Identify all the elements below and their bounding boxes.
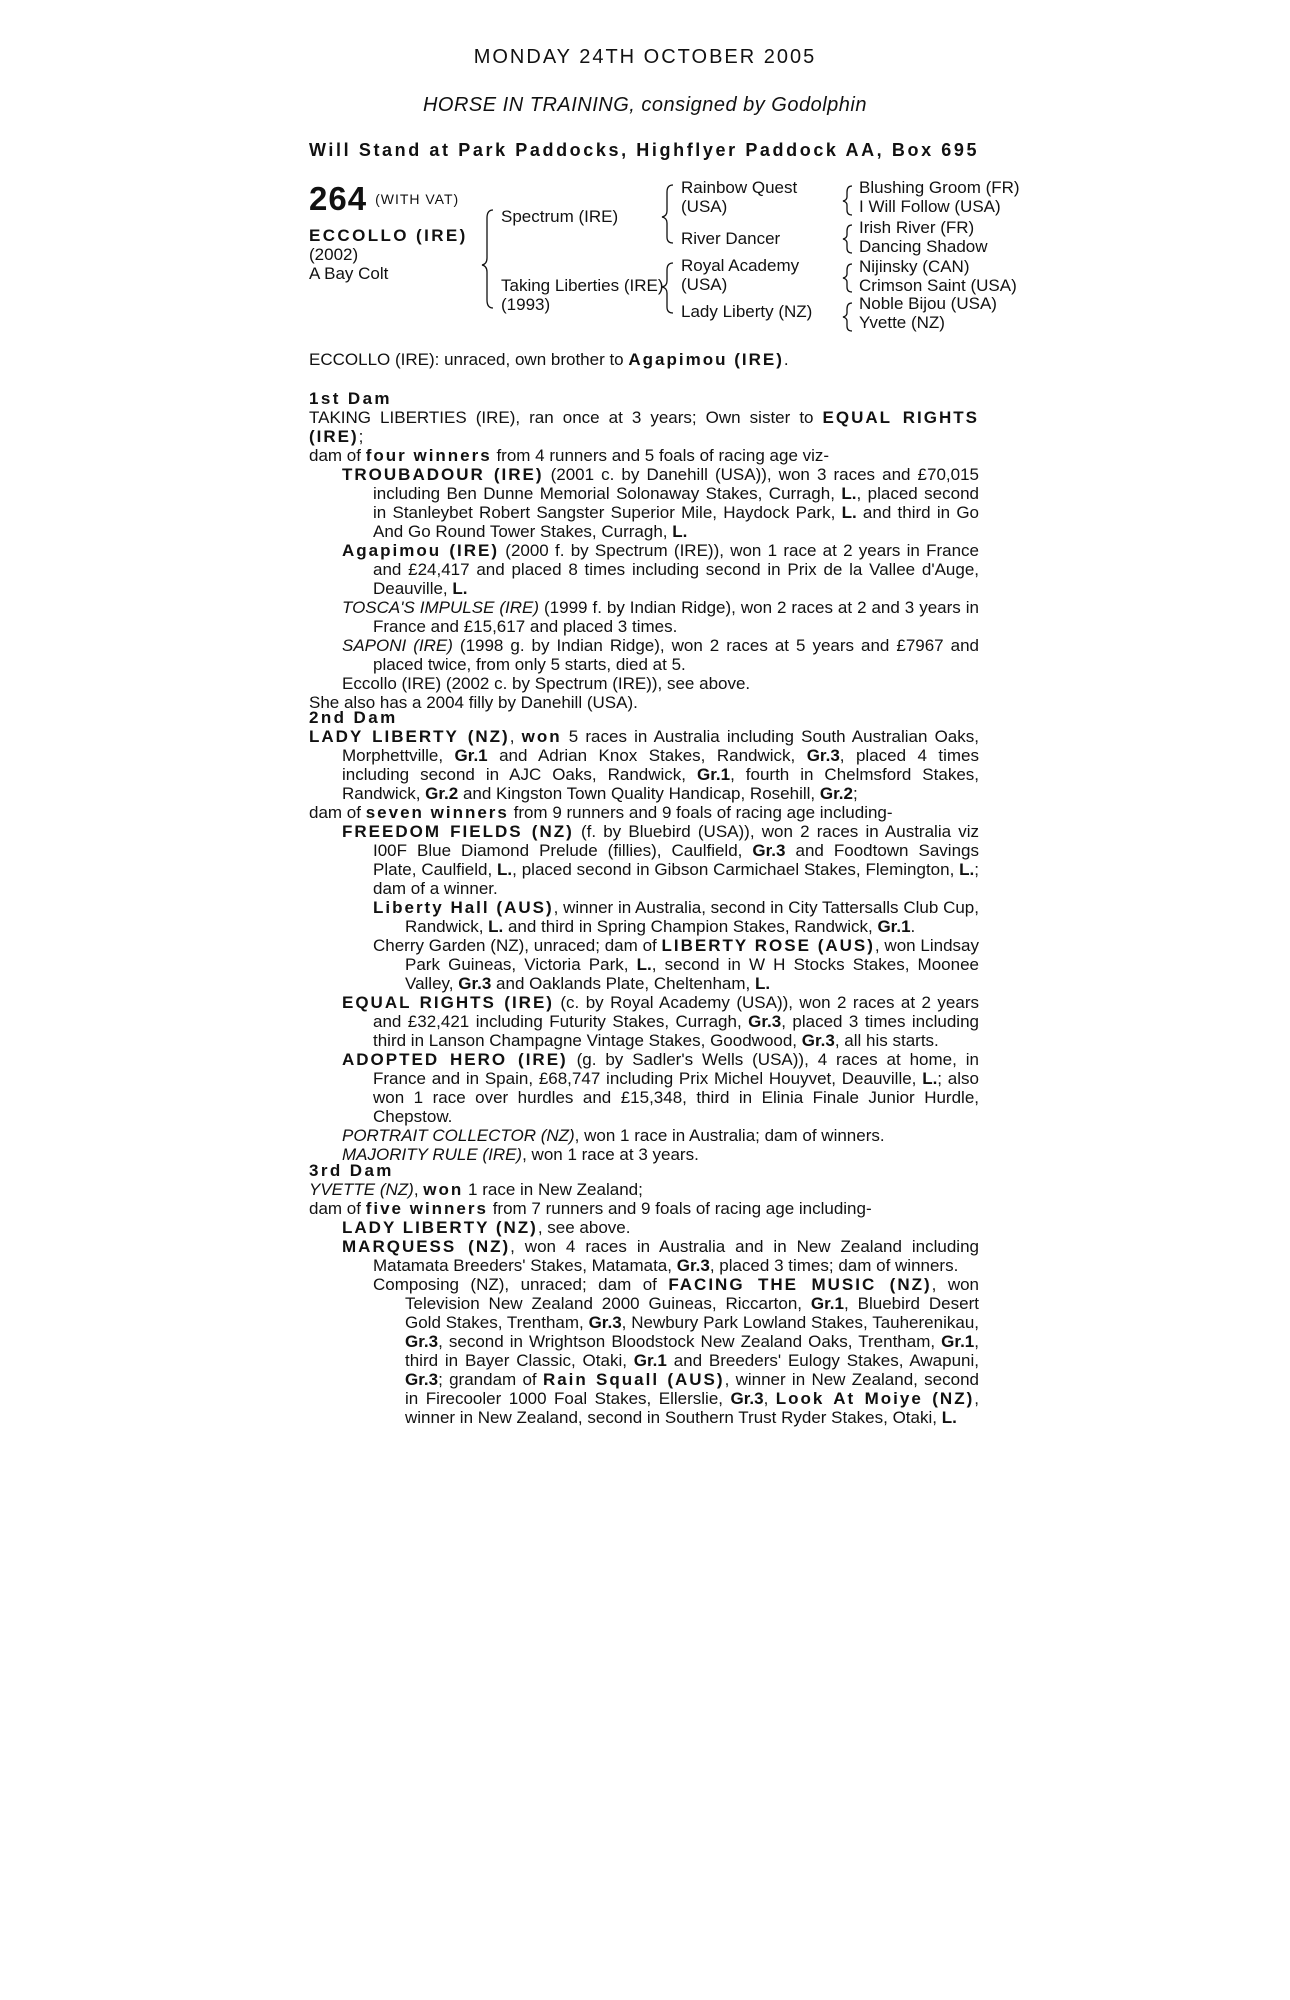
bracket-sire [662, 185, 673, 243]
produce-marquess: MARQUESS (NZ), won 4 races in Australia and in New Zealand including Matamata Breeders' Stakes, Matamata, Gr.3, placed 3 times; dam of winners. [342, 1237, 979, 1275]
horse-year: (2002) [309, 245, 359, 264]
horse-description: A Bay Colt [309, 264, 389, 283]
lot-number: 264 [309, 180, 368, 217]
third-dam-line: YVETTE (NZ), won 1 race in New Zealand; [309, 1180, 643, 1199]
first-dam-label: 1st Dam [309, 389, 392, 408]
produce-portrait-collector: PORTRAIT COLLECTOR (NZ), won 1 race in Australia; dam of winners. [342, 1126, 885, 1145]
sale-date: MONDAY 24TH OCTOBER 2005 [473, 46, 817, 68]
grandparent-7: Noble Bijou (USA) [859, 294, 997, 313]
second-dam-produce-line: dam of seven winners from 9 runners and 9 foals of racing age including- [309, 803, 893, 822]
dam-sire-line2: (USA) [681, 275, 728, 294]
bracket-g78 [843, 303, 852, 331]
produce-saponi: SAPONI (IRE) (1998 g. by Indian Ridge), won 2 races at 5 years and £7967 and placed twice, from only 5 starts, died at 5. [342, 636, 979, 674]
first-dam-produce-line: dam of four winners from 4 runners and 5 foals of racing age viz- [309, 446, 830, 465]
stand-location: Will Stand at Park Paddocks, Highflyer Paddock AA, Box 695 [309, 140, 980, 160]
third-dam-label: 3rd Dam [309, 1161, 394, 1180]
summary-end: . [783, 350, 789, 369]
third-dam-section [309, 1161, 979, 1427]
dam-dam: Lady Liberty (NZ) [681, 302, 813, 321]
produce-equal-rights: EQUAL RIGHTS (IRE) (c. by Royal Academy (USA)), won 2 races at 2 years and £32,421 including Futurity Stakes, Curragh, Gr.3, placed 3 times including third in Lanson Champagne Vintage Stakes, Goodwood, Gr.3, all his starts. [342, 993, 979, 1050]
produce-lady-liberty: LADY LIBERTY (NZ), see above. [342, 1218, 631, 1237]
produce-liberty-hall: Liberty Hall (AUS), winner in Australia, second in City Tattersalls Club Cup, Randwick, L. and third in Spring Champion Stakes, Randwick, Gr.1. [373, 898, 979, 936]
grandparent-2: I Will Follow (USA) [859, 197, 1001, 216]
grandparent-6: Crimson Saint (USA) [859, 276, 1017, 295]
produce-eccollo: Eccollo (IRE) (2002 c. by Spectrum (IRE)), see above. [342, 674, 751, 693]
grandparent-1: Blushing Groom (FR) [859, 178, 1020, 197]
horse-name: ECCOLLO (IRE) [309, 226, 468, 245]
grandparent-5: Nijinsky (CAN) [859, 257, 970, 276]
dam-sire-line1: Royal Academy [681, 256, 800, 275]
produce-agapimou: Agapimou (IRE) (2000 f. by Spectrum (IRE)), won 1 race at 2 years in France and £24,417 and placed 8 times including second in Prix de la Vallee d'Auge, Deauville, L. [342, 541, 979, 598]
grandparent-3: Irish River (FR) [859, 218, 975, 237]
sire-sire-line1: Rainbow Quest [681, 178, 798, 197]
dam-line2: (1993) [501, 295, 551, 314]
produce-majority-rule: MAJORITY RULE (IRE), won 1 race at 3 years. [342, 1145, 699, 1164]
bracket-main [482, 210, 493, 308]
summary-line [309, 350, 979, 369]
bracket-g56 [843, 264, 852, 292]
bracket-g12 [843, 186, 852, 215]
summary-brother: Agapimou (IRE) [628, 350, 784, 369]
bracket-g34 [843, 225, 852, 253]
first-dam-section [309, 389, 979, 712]
consignment-line: HORSE IN TRAINING, consigned by Godolphin [422, 94, 867, 116]
sire: Spectrum (IRE) [501, 207, 619, 226]
vat-note: (WITH VAT) [375, 191, 460, 207]
produce-troubadour: TROUBADOUR (IRE) (2001 c. by Danehill (USA)), won 3 races and £70,015 including Ben Dunne Memorial Solonaway Stakes, Curragh, L., placed second in Stanleybet Robert Sangster Superior Mile, Haydock Park, L. and third in Go And Go Round Tower Stakes, Curragh, L. [342, 465, 979, 541]
second-dam-section [309, 708, 979, 1164]
produce-freedom-fields: FREEDOM FIELDS (NZ) (f. by Bluebird (USA)), won 2 races in Australia viz I00F Blue Diamond Prelude (fillies), Caulfield, Gr.3 and Foodtown Savings Plate, Caulfield, L., placed second in Gibson Carmichael Stakes, Flemington, L.; dam of a winner. [342, 822, 979, 898]
second-dam-label: 2nd Dam [309, 708, 398, 727]
produce-composing: Composing (NZ), unraced; dam of FACING THE MUSIC (NZ), won Television New Zealand 2000 Guineas, Riccarton, Gr.1, Bluebird Desert Gold Stakes, Trentham, Gr.3, Newbury Park Lowland Stakes, Tauherenikau, Gr.3, second in Wrightson Bloodstock New Zealand Oaks, Trentham, Gr.1, third in Bayer Classic, Otaki, Gr.1 and Breeders' Eulogy Stakes, Awapuni, Gr.3; grandam of Rain Squall (AUS), winner in New Zealand, second in Firecooler 1000 Foal Stakes, Ellerslie, Gr.3, Look At Moiye (NZ), winner in New Zealand, second in Southern Trust Ryder Stakes, Otaki, L. [373, 1275, 980, 1427]
sire-sire-line2: (USA) [681, 197, 728, 216]
produce-adopted-hero: ADOPTED HERO (IRE) (g. by Sadler's Wells (USA)), 4 races at home, in France and in Spain, £68,747 including Prix Michel Houyvet, Deauville, L.; also won 1 race over hurdles and £15,348, third in Elinia Finale Junior Hurdle, Chepstow. [342, 1050, 979, 1126]
third-dam-produce-line: dam of five winners from 7 runners and 9 foals of racing age including- [309, 1199, 872, 1218]
grandparent-8: Yvette (NZ) [859, 313, 945, 332]
bracket-dam [662, 263, 673, 313]
first-dam-filly-note: She also has a 2004 filly by Danehill (USA). [309, 693, 638, 712]
grandparent-4: Dancing Shadow [859, 237, 988, 256]
produce-toscas-impulse: TOSCA'S IMPULSE (IRE) (1999 f. by Indian Ridge), won 2 races at 2 and 3 years in France and £15,617 and placed 3 times. [342, 598, 979, 636]
produce-cherry-garden: Cherry Garden (NZ), unraced; dam of LIBERTY ROSE (AUS), won Lindsay Park Guineas, Victoria Park, L., second in W H Stocks Stakes, Moonee Valley, Gr.3 and Oaklands Plate, Cheltenham, L. [373, 936, 979, 993]
first-dam-line: TAKING LIBERTIES (IRE), ran once at 3 years; Own sister to EQUAL RIGHTS (IRE); [309, 408, 979, 446]
summary-text: ECCOLLO (IRE): unraced, own brother to [309, 350, 629, 369]
sire-dam: River Dancer [681, 229, 781, 248]
second-dam-line: LADY LIBERTY (NZ), won 5 races in Australia including South Australian Oaks, Morphettville, Gr.1 and Adrian Knox Stakes, Randwick, Gr.3, placed 4 times including second in AJC Oaks, Randwick, Gr.1, fourth in Chelmsford Stakes, Randwick, Gr.2 and Kingston Town Quality Handicap, Rosehill, Gr.2; [309, 727, 980, 803]
dam-line1: Taking Liberties (IRE) [501, 276, 664, 295]
